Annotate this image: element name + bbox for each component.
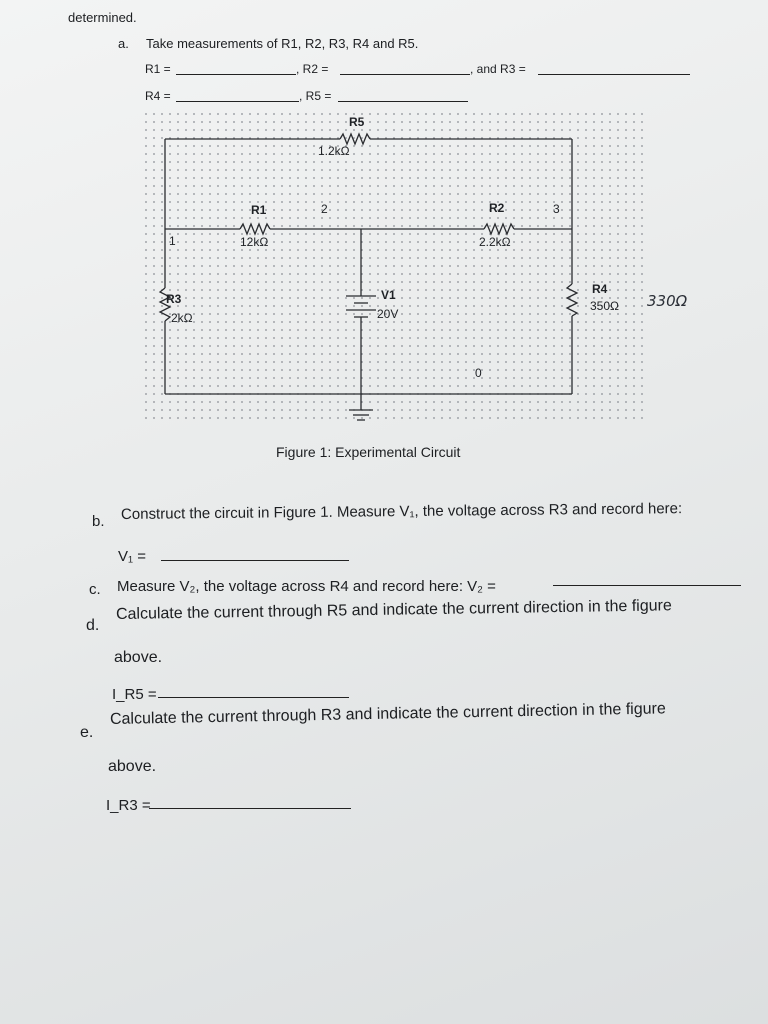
part-e-text: Calculate the current through R3 and indicate the current direction in the figure bbox=[109, 700, 666, 728]
part-b-text: Construct the circuit in Figure 1. Measure V₁, the voltage across R3 and record here: bbox=[120, 500, 683, 523]
r1-label: R1 = bbox=[145, 62, 171, 76]
part-c-text: Measure V₂, the voltage across R4 and record here: V₂ = bbox=[117, 578, 496, 595]
ir5-blank[interactable] bbox=[158, 697, 349, 698]
r3-label: , and R3 = bbox=[470, 62, 526, 76]
r2-name-label: R2 bbox=[489, 201, 505, 215]
part-a-text: Take measurements of R1, R2, R3, R4 and R5. bbox=[146, 36, 419, 51]
r1-value-label: 12kΩ bbox=[240, 235, 269, 249]
part-c-letter: c. bbox=[89, 581, 101, 598]
circuit-figure bbox=[0, 0, 768, 470]
v2-record-blank[interactable] bbox=[553, 585, 741, 586]
part-a-letter: a. bbox=[118, 36, 129, 51]
ir3-label: I_R3 = bbox=[106, 797, 151, 814]
node-1-label: 1 bbox=[169, 234, 176, 248]
node-3-label: 3 bbox=[553, 202, 560, 216]
part-e-text-2: above. bbox=[108, 758, 157, 775]
figure-caption: Figure 1: Experimental Circuit bbox=[276, 444, 461, 460]
part-d-text-2: above. bbox=[114, 649, 163, 666]
r5-value-label: 1.2kΩ bbox=[318, 144, 350, 158]
r5-label: , R5 = bbox=[299, 89, 332, 103]
r2-value-label: 2.2kΩ bbox=[479, 235, 511, 249]
part-e-letter: e. bbox=[80, 724, 94, 741]
v1-name-label: V1 bbox=[381, 288, 396, 302]
ir5-label: I_R5 = bbox=[112, 686, 157, 703]
v1-record-blank[interactable] bbox=[161, 560, 349, 561]
ir3-blank[interactable] bbox=[149, 808, 351, 809]
v1-value-label: 20V bbox=[377, 307, 399, 321]
node-2-label: 2 bbox=[321, 202, 328, 216]
r4-name-label: R4 bbox=[592, 282, 608, 296]
r3-value-label: 2kΩ bbox=[171, 311, 193, 325]
header-text: determined. bbox=[68, 10, 137, 25]
node-0-label: 0 bbox=[475, 366, 482, 380]
r4-value-label: 350Ω bbox=[590, 299, 619, 313]
part-b-letter: b. bbox=[92, 513, 105, 530]
r3-name-label: R3 bbox=[166, 292, 182, 306]
r4-label: R4 = bbox=[145, 89, 171, 103]
r4-handwritten-value: 330Ω bbox=[647, 292, 688, 310]
r5-name-label: R5 bbox=[349, 115, 365, 129]
r1-name-label: R1 bbox=[251, 203, 267, 217]
v1-record-label: V₁ = bbox=[118, 548, 146, 565]
part-d-text: Calculate the current through R5 and indicate the current direction in the figure bbox=[115, 597, 672, 623]
grid-background bbox=[143, 108, 645, 425]
r2-label: , R2 = bbox=[296, 62, 329, 76]
part-d-letter: d. bbox=[86, 617, 100, 634]
